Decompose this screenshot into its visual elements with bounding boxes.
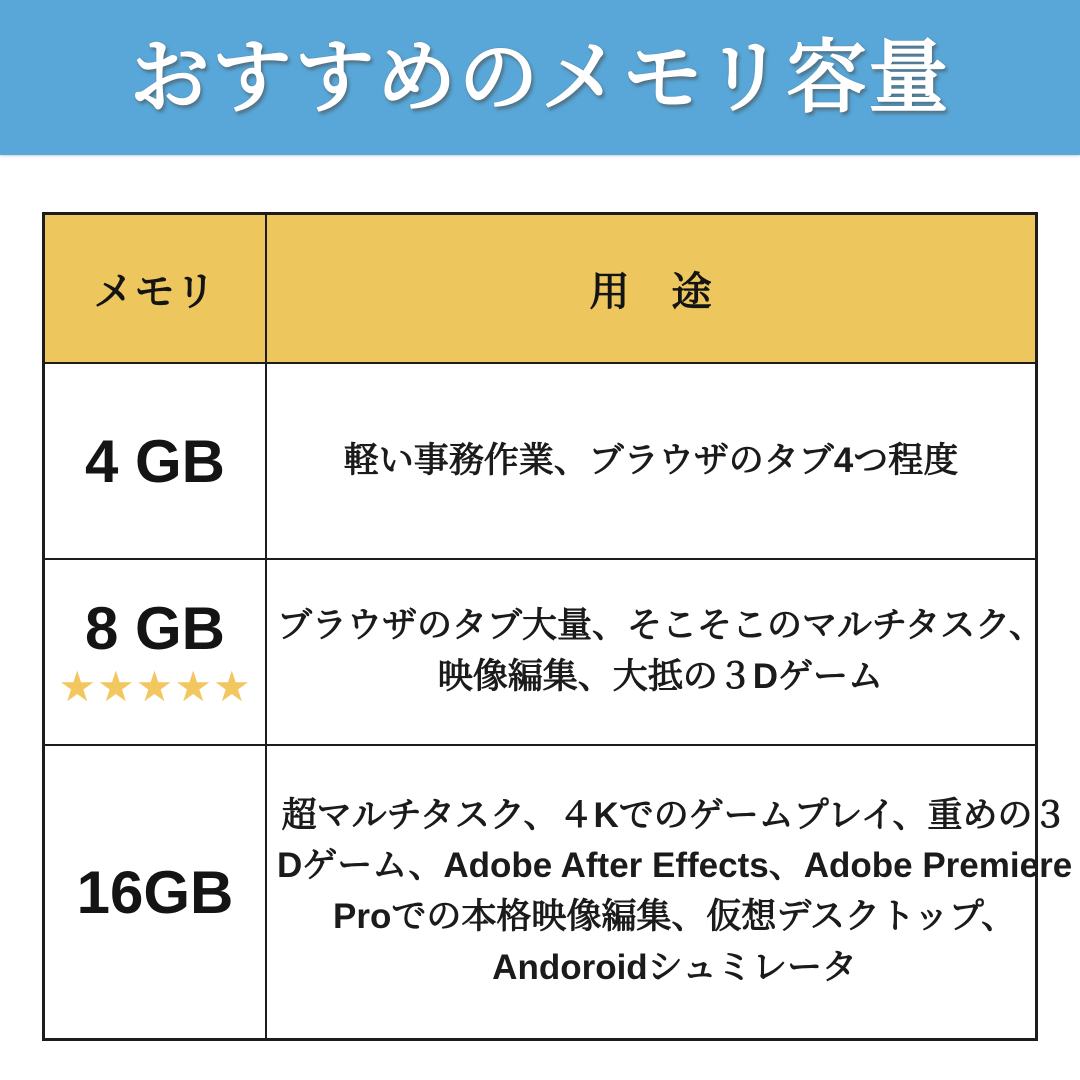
usage-text-line: 映像編集、大抵の３Dゲーム	[437, 657, 884, 696]
memory-size-label: 8 GB	[84, 594, 226, 662]
memory-column-header: メモリ	[93, 270, 217, 314]
memory-cell-8gb	[45, 560, 267, 744]
usage-text-line: Andoroidシュミレータ	[492, 947, 857, 987]
table-row	[45, 362, 1035, 558]
page-title: おすすめのメモリ容量	[129, 32, 951, 122]
usage-text-line: ブラウザのタブ大量、そこそこのマルチタスク、	[277, 606, 1044, 646]
usage-cell-16gb	[267, 746, 1080, 1038]
memory-cell-16gb	[45, 746, 267, 1038]
usage-cell-8gb	[267, 560, 1054, 744]
usage-text-line: 軽い事務作業、ブラウザのタブ4つ程度	[343, 440, 959, 480]
memory-cell-4gb	[45, 364, 267, 558]
usage-text-line: Dゲーム、Adobe After Effects、Adobe Premiere	[277, 846, 1073, 886]
header-cell-usage	[267, 215, 1035, 362]
header-cell-memory	[45, 215, 267, 362]
table-row	[45, 744, 1073, 1038]
usage-text-line: 超マルチタスク、４Kでのゲームプレイ、重めの３	[281, 795, 1068, 835]
memory-table	[42, 212, 1073, 1041]
memory-size-label: 4 GB	[84, 427, 226, 495]
table-header-row	[45, 215, 1035, 362]
five-star-rating-icon: ★★★★★	[58, 662, 252, 710]
usage-text-line: Proでの本格映像編集、仮想デスクトップ、	[333, 897, 1017, 936]
usage-column-header: 用 途	[589, 270, 713, 314]
table-row	[45, 558, 1044, 744]
memory-size-label: 16GB	[76, 858, 234, 926]
title-banner	[0, 0, 1080, 155]
usage-cell-4gb	[267, 364, 1035, 558]
